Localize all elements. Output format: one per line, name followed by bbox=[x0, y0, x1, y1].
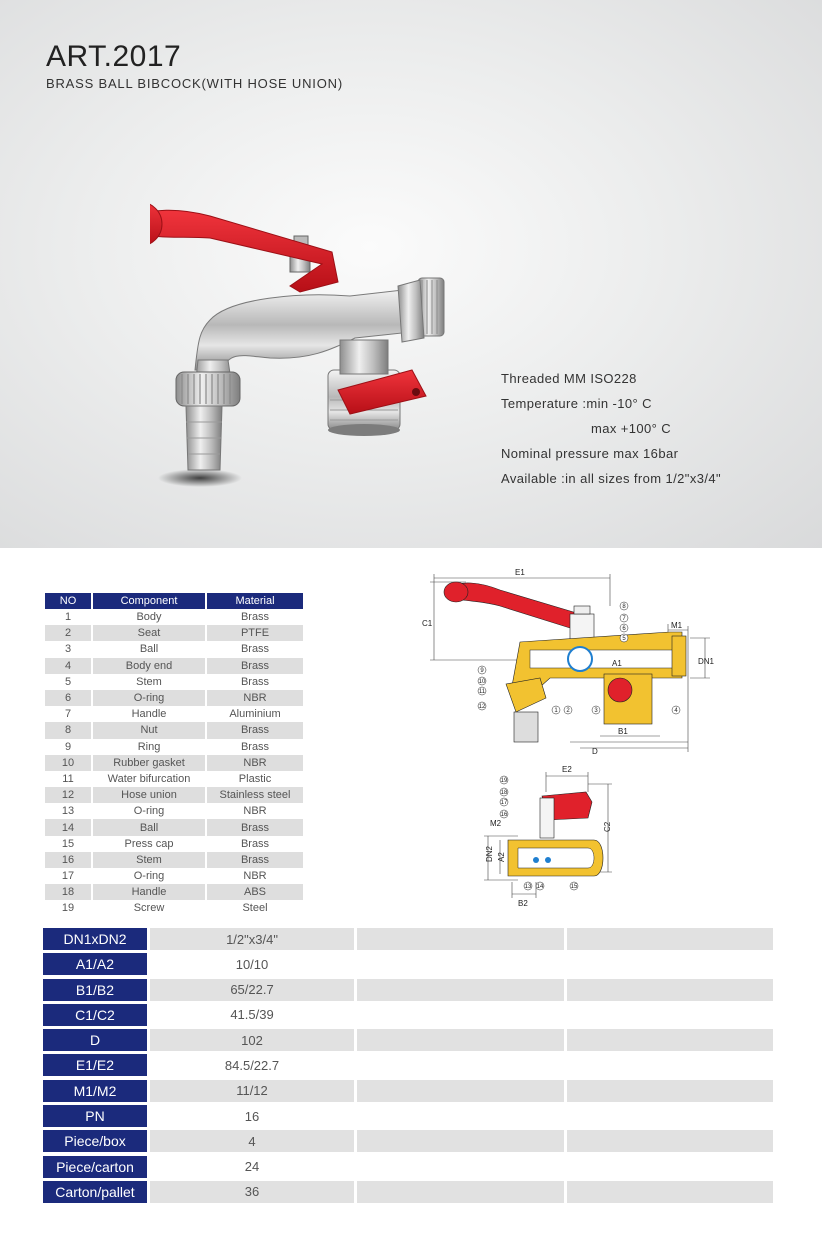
callout-6: 6 bbox=[622, 626, 626, 632]
dimension-empty-cell bbox=[357, 928, 564, 950]
row-component: Press cap bbox=[124, 837, 174, 850]
components-table bbox=[43, 593, 305, 917]
row-material: Stainless steel bbox=[207, 787, 303, 803]
spec-thread: Threaded MM ISO228 bbox=[501, 371, 637, 386]
callout-5: 5 bbox=[622, 636, 626, 642]
dimension-label: E1/E2 bbox=[43, 1054, 147, 1076]
dim-label-m1: M1 bbox=[671, 621, 683, 630]
dimension-empty-cell bbox=[357, 1054, 564, 1076]
col-component: Component bbox=[93, 593, 205, 609]
dimension-empty-cell bbox=[567, 1054, 773, 1076]
row-component: Rubber gasket bbox=[93, 755, 205, 771]
row-component: Nut bbox=[93, 722, 205, 738]
table-row bbox=[45, 722, 303, 738]
callout-15: 15 bbox=[570, 884, 578, 890]
callout-17: 17 bbox=[500, 800, 508, 806]
dim-label-dn2: DN2 bbox=[485, 845, 494, 862]
callout-11: 11 bbox=[478, 689, 486, 695]
dimension-value: 24 bbox=[244, 1159, 260, 1175]
row-component: Hose union bbox=[93, 787, 205, 803]
row-no: 10 bbox=[45, 755, 91, 771]
row-material: Brass bbox=[207, 658, 303, 674]
table-row bbox=[45, 706, 303, 722]
article-subtitle: BRASS BALL BIBCOCK(WITH HOSE UNION) bbox=[46, 76, 343, 91]
dimension-empty-cell bbox=[567, 953, 773, 975]
callout-10: 10 bbox=[478, 679, 486, 685]
components-body bbox=[45, 609, 303, 917]
row-component: Screw bbox=[133, 902, 165, 915]
callout-19: 19 bbox=[500, 778, 508, 784]
row-no: 16 bbox=[45, 852, 91, 868]
bibcock-product-image bbox=[150, 200, 490, 500]
dimension-empty-cell bbox=[567, 928, 773, 950]
dimension-label: PN bbox=[43, 1105, 147, 1127]
table-row bbox=[45, 771, 303, 787]
table-row bbox=[45, 884, 303, 900]
dimension-label: DN1xDN2 bbox=[43, 928, 147, 950]
dim-label-b1: B1 bbox=[618, 727, 628, 736]
row-component: Ball bbox=[93, 819, 205, 835]
spec-pressure: Nominal pressure max 16bar bbox=[501, 446, 679, 461]
callout-14: 14 bbox=[536, 884, 544, 890]
dimension-row bbox=[43, 1080, 773, 1102]
row-material: NBR bbox=[243, 805, 267, 818]
table-row bbox=[45, 674, 303, 690]
callout-1: 1 bbox=[554, 708, 558, 714]
row-component: Handle bbox=[93, 884, 205, 900]
dimension-row bbox=[43, 1029, 773, 1051]
spec-sizes: Available :in all sizes from 1/2"x3/4" bbox=[501, 471, 722, 486]
table-row bbox=[45, 658, 303, 674]
row-material: Brass bbox=[240, 675, 270, 688]
dimension-label: B1/B2 bbox=[43, 979, 147, 1001]
dim-label-d: D bbox=[592, 747, 598, 756]
row-no: 8 bbox=[45, 722, 91, 738]
row-no: 14 bbox=[45, 819, 91, 835]
row-no: 13 bbox=[61, 805, 75, 818]
table-row bbox=[45, 803, 303, 819]
row-no: 12 bbox=[45, 787, 91, 803]
dimension-value: 10/10 bbox=[235, 956, 269, 972]
row-material: Brass bbox=[207, 722, 303, 738]
dimension-empty-cell bbox=[567, 1080, 773, 1102]
spec-list bbox=[501, 366, 721, 491]
dim-label-a1: A1 bbox=[612, 659, 622, 668]
dimension-row bbox=[43, 1156, 773, 1178]
callout-13: 13 bbox=[524, 884, 532, 890]
dim-label-e2: E2 bbox=[562, 765, 572, 774]
callout-3: 3 bbox=[594, 708, 598, 714]
row-component: O-ring bbox=[93, 690, 205, 706]
table-row bbox=[45, 739, 303, 755]
dimension-value: 65/22.7 bbox=[150, 979, 354, 1001]
dimension-empty-cell bbox=[567, 1004, 773, 1026]
col-material: Material bbox=[207, 593, 303, 609]
dimension-label: A1/A2 bbox=[43, 953, 147, 975]
dimension-value: 16 bbox=[244, 1108, 260, 1124]
dimension-empty-cell bbox=[357, 1130, 564, 1152]
callout-2: 2 bbox=[566, 708, 570, 714]
callout-7: 7 bbox=[622, 616, 626, 622]
dimension-value: 11/12 bbox=[150, 1080, 354, 1102]
dim-label-b2: B2 bbox=[518, 899, 528, 908]
dimension-empty-cell bbox=[357, 1181, 564, 1203]
dimension-row bbox=[43, 1130, 773, 1152]
row-no: 4 bbox=[45, 658, 91, 674]
row-material: Brass bbox=[240, 837, 270, 850]
col-no: NO bbox=[45, 593, 91, 609]
dim-label-e1: E1 bbox=[515, 568, 525, 577]
article-title: ART.2017 bbox=[46, 40, 182, 73]
row-component: Body bbox=[136, 611, 162, 624]
row-no: 3 bbox=[64, 643, 72, 656]
dimension-value: 36 bbox=[150, 1181, 354, 1203]
row-no: 9 bbox=[64, 740, 72, 753]
dimension-label: Piece/carton bbox=[43, 1156, 147, 1178]
dimension-value: 84.5/22.7 bbox=[224, 1057, 280, 1073]
row-component: Stem bbox=[93, 852, 205, 868]
row-material: Plastic bbox=[238, 772, 272, 785]
table-row bbox=[45, 868, 303, 884]
row-no: 18 bbox=[45, 884, 91, 900]
table-row bbox=[45, 900, 303, 916]
dimension-label: M1/M2 bbox=[43, 1080, 147, 1102]
row-no: 5 bbox=[64, 675, 72, 688]
dim-label-dn1: DN1 bbox=[698, 657, 715, 666]
callout-9: 9 bbox=[480, 668, 484, 674]
dimension-label: Carton/pallet bbox=[43, 1181, 147, 1203]
callout-16: 16 bbox=[500, 812, 508, 818]
row-component: O-ring bbox=[133, 870, 165, 883]
row-no: 7 bbox=[64, 708, 72, 721]
dimension-label: D bbox=[43, 1029, 147, 1051]
dimension-value: 102 bbox=[150, 1029, 354, 1051]
row-material: Brass bbox=[240, 643, 270, 656]
dim-label-m2: M2 bbox=[490, 819, 502, 828]
dimension-row bbox=[43, 953, 773, 975]
table-row bbox=[45, 641, 303, 657]
row-material: NBR bbox=[243, 870, 267, 883]
dimension-empty-cell bbox=[357, 1004, 564, 1026]
dimension-row bbox=[43, 928, 773, 950]
dimension-row bbox=[43, 1181, 773, 1203]
dim-label-a2: A2 bbox=[497, 852, 506, 862]
dimension-empty-cell bbox=[357, 953, 564, 975]
row-material: PTFE bbox=[207, 625, 303, 641]
dim-label-c2: C2 bbox=[603, 821, 612, 832]
dimension-row bbox=[43, 1054, 773, 1076]
section-diagram-main bbox=[420, 566, 720, 766]
spec-temperature-min: Temperature :min -10° C bbox=[501, 396, 652, 411]
dimension-row bbox=[43, 1004, 773, 1026]
table-row bbox=[45, 755, 303, 771]
row-component: Body end bbox=[93, 658, 205, 674]
row-material: Brass bbox=[207, 852, 303, 868]
dimension-empty-cell bbox=[567, 1156, 773, 1178]
dimension-label: Piece/box bbox=[43, 1130, 147, 1152]
table-row bbox=[45, 625, 303, 641]
section-diagram-secondary bbox=[478, 762, 638, 910]
row-component: Ball bbox=[139, 643, 159, 656]
dimension-empty-cell bbox=[567, 1181, 773, 1203]
row-no: 1 bbox=[64, 611, 72, 624]
row-material: NBR bbox=[207, 755, 303, 771]
row-component: Handle bbox=[131, 708, 167, 721]
table-row bbox=[45, 609, 303, 625]
product-hero bbox=[0, 0, 822, 548]
row-component: Ring bbox=[137, 740, 161, 753]
dimension-value: 4 bbox=[150, 1130, 354, 1152]
dimension-empty-cell bbox=[567, 1130, 773, 1152]
callout-4: 4 bbox=[674, 708, 678, 714]
dimension-empty-cell bbox=[567, 1029, 773, 1051]
dimension-label: C1/C2 bbox=[43, 1004, 147, 1026]
dimension-empty-cell bbox=[357, 1156, 564, 1178]
dimension-empty-cell bbox=[567, 1105, 773, 1127]
dim-label-c1: C1 bbox=[422, 619, 433, 628]
row-material: NBR bbox=[207, 690, 303, 706]
dimensions-table bbox=[43, 928, 773, 1206]
table-row bbox=[45, 690, 303, 706]
table-row bbox=[45, 852, 303, 868]
dimension-empty-cell bbox=[357, 1029, 564, 1051]
callout-18: 18 bbox=[500, 790, 508, 796]
row-no: 2 bbox=[45, 625, 91, 641]
row-material: ABS bbox=[207, 884, 303, 900]
dimension-empty-cell bbox=[357, 979, 564, 1001]
dimension-value: 41.5/39 bbox=[230, 1007, 274, 1023]
table-row bbox=[45, 787, 303, 803]
row-material: Aluminium bbox=[229, 708, 281, 721]
dimension-empty-cell bbox=[357, 1080, 564, 1102]
spec-temperature-max: max +100° C bbox=[591, 421, 672, 436]
row-no: 17 bbox=[61, 870, 75, 883]
callout-12: 12 bbox=[478, 704, 486, 710]
dimension-empty-cell bbox=[357, 1105, 564, 1127]
table-row bbox=[45, 836, 303, 852]
row-material: Brass bbox=[240, 611, 270, 624]
row-component: Stem bbox=[136, 675, 162, 688]
row-material: Steel bbox=[242, 902, 268, 915]
dimension-empty-cell bbox=[567, 979, 773, 1001]
row-no: 11 bbox=[62, 772, 74, 785]
callout-8: 8 bbox=[622, 604, 626, 610]
table-row bbox=[45, 819, 303, 835]
row-component: Seat bbox=[93, 625, 205, 641]
row-material: Brass bbox=[207, 819, 303, 835]
dimension-row bbox=[43, 1105, 773, 1127]
row-no: 15 bbox=[61, 837, 75, 850]
row-material: Brass bbox=[240, 740, 270, 753]
row-component: O-ring bbox=[133, 805, 165, 818]
dimension-row bbox=[43, 979, 773, 1001]
row-no: 19 bbox=[61, 902, 75, 915]
row-no: 6 bbox=[45, 690, 91, 706]
dimension-value: 1/2"x3/4" bbox=[150, 928, 354, 950]
row-component: Water bifurcation bbox=[107, 772, 191, 785]
